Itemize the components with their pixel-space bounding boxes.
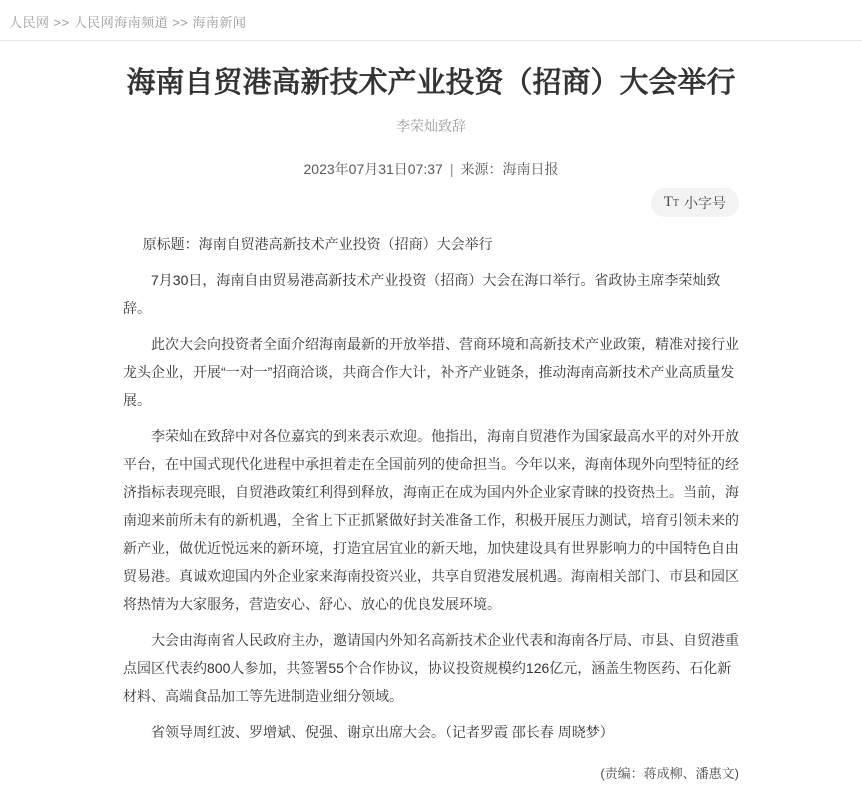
header-divider-line bbox=[0, 40, 862, 41]
article-container bbox=[123, 65, 739, 788]
font-size-icon: TT bbox=[663, 194, 679, 210]
article-title: 海南自贸港高新技术产业投资（招商）大会举行 bbox=[126, 67, 736, 99]
article-paragraph: 省领导周红波、罗增斌、倪强、谢京出席大会。（记者罗霞 邵长春 周晓梦） bbox=[151, 724, 614, 740]
source-label: 来源： bbox=[460, 161, 503, 177]
breadcrumb-link-hainan-news[interactable]: 海南新闻 bbox=[192, 15, 247, 30]
meta-divider: | bbox=[449, 161, 454, 177]
original-title-line: 原标题：海南自贸港高新技术产业投资（招商）大会举行 bbox=[142, 236, 493, 252]
article-body bbox=[123, 230, 739, 788]
breadcrumb bbox=[0, 0, 862, 40]
breadcrumb-link-peoplecn[interactable]: 人民网 bbox=[9, 15, 50, 30]
editor-note: (责编：蒋成柳、潘惠文) bbox=[600, 766, 739, 781]
article-paragraph: 大会由海南省人民政府主办，邀请国内外知名高新技术企业代表和海南各厅局、市县、自贸港重点园区代表约800人参加，共签署55个合作协议，协议投资规模约126亿元，涵盖生物医药、石化新材料、高端食品加工等先进制造业细分领域。 bbox=[123, 632, 739, 704]
article-toolbar bbox=[123, 188, 739, 217]
source-link[interactable]: 海南日报 bbox=[502, 161, 559, 177]
breadcrumb-separator: >> bbox=[172, 15, 189, 30]
publish-date: 2023年07月31日07:37 bbox=[303, 161, 443, 177]
breadcrumb-link-hainan-channel[interactable]: 人民网海南频道 bbox=[73, 15, 169, 30]
font-size-button[interactable] bbox=[651, 188, 739, 217]
article-paragraph: 此次大会向投资者全面介绍海南最新的开放举措、营商环境和高新技术产业政策，精准对接行业龙头企业，开展“一对一”招商洽谈，共商合作大计，补齐产业链条，推动海南高新技术产业高质量发展。 bbox=[123, 336, 739, 408]
article-paragraph: 李荣灿在致辞中对各位嘉宾的到来表示欢迎。他指出，海南自贸港作为国家最高水平的对外开放平台，在中国式现代化进程中承担着走在全国前列的使命担当。今年以来，海南体现外向型特征的经济指标表现亮眼，自贸港政策红利得到释放，海南正在成为国内外企业家青睐的投资热土。当前，海南迎来前所未有的新机遇，全省上下正抓紧做好封关准备工作，积极开展压力测试，培育引领未来的新产业，做优近悦远来的新环境，打造宜居宜业的新天地，加快建设具有世界影响力的中国特色自由贸易港。真诚欢迎国内外企业家来海南投资兴业，共享自贸港发展机遇。海南相关部门、市县和园区将热情为大家服务，营造安心、舒心、放心的优良发展环境。 bbox=[123, 428, 739, 612]
article-paragraph: 7月30日，海南自由贸易港高新技术产业投资（招商）大会在海口举行。省政协主席李荣灿致辞。 bbox=[123, 272, 721, 316]
article-subtitle: 李荣灿致辞 bbox=[396, 118, 466, 134]
breadcrumb-separator: >> bbox=[53, 15, 70, 30]
font-size-label: 小字号 bbox=[684, 194, 726, 211]
article-meta bbox=[123, 159, 739, 179]
